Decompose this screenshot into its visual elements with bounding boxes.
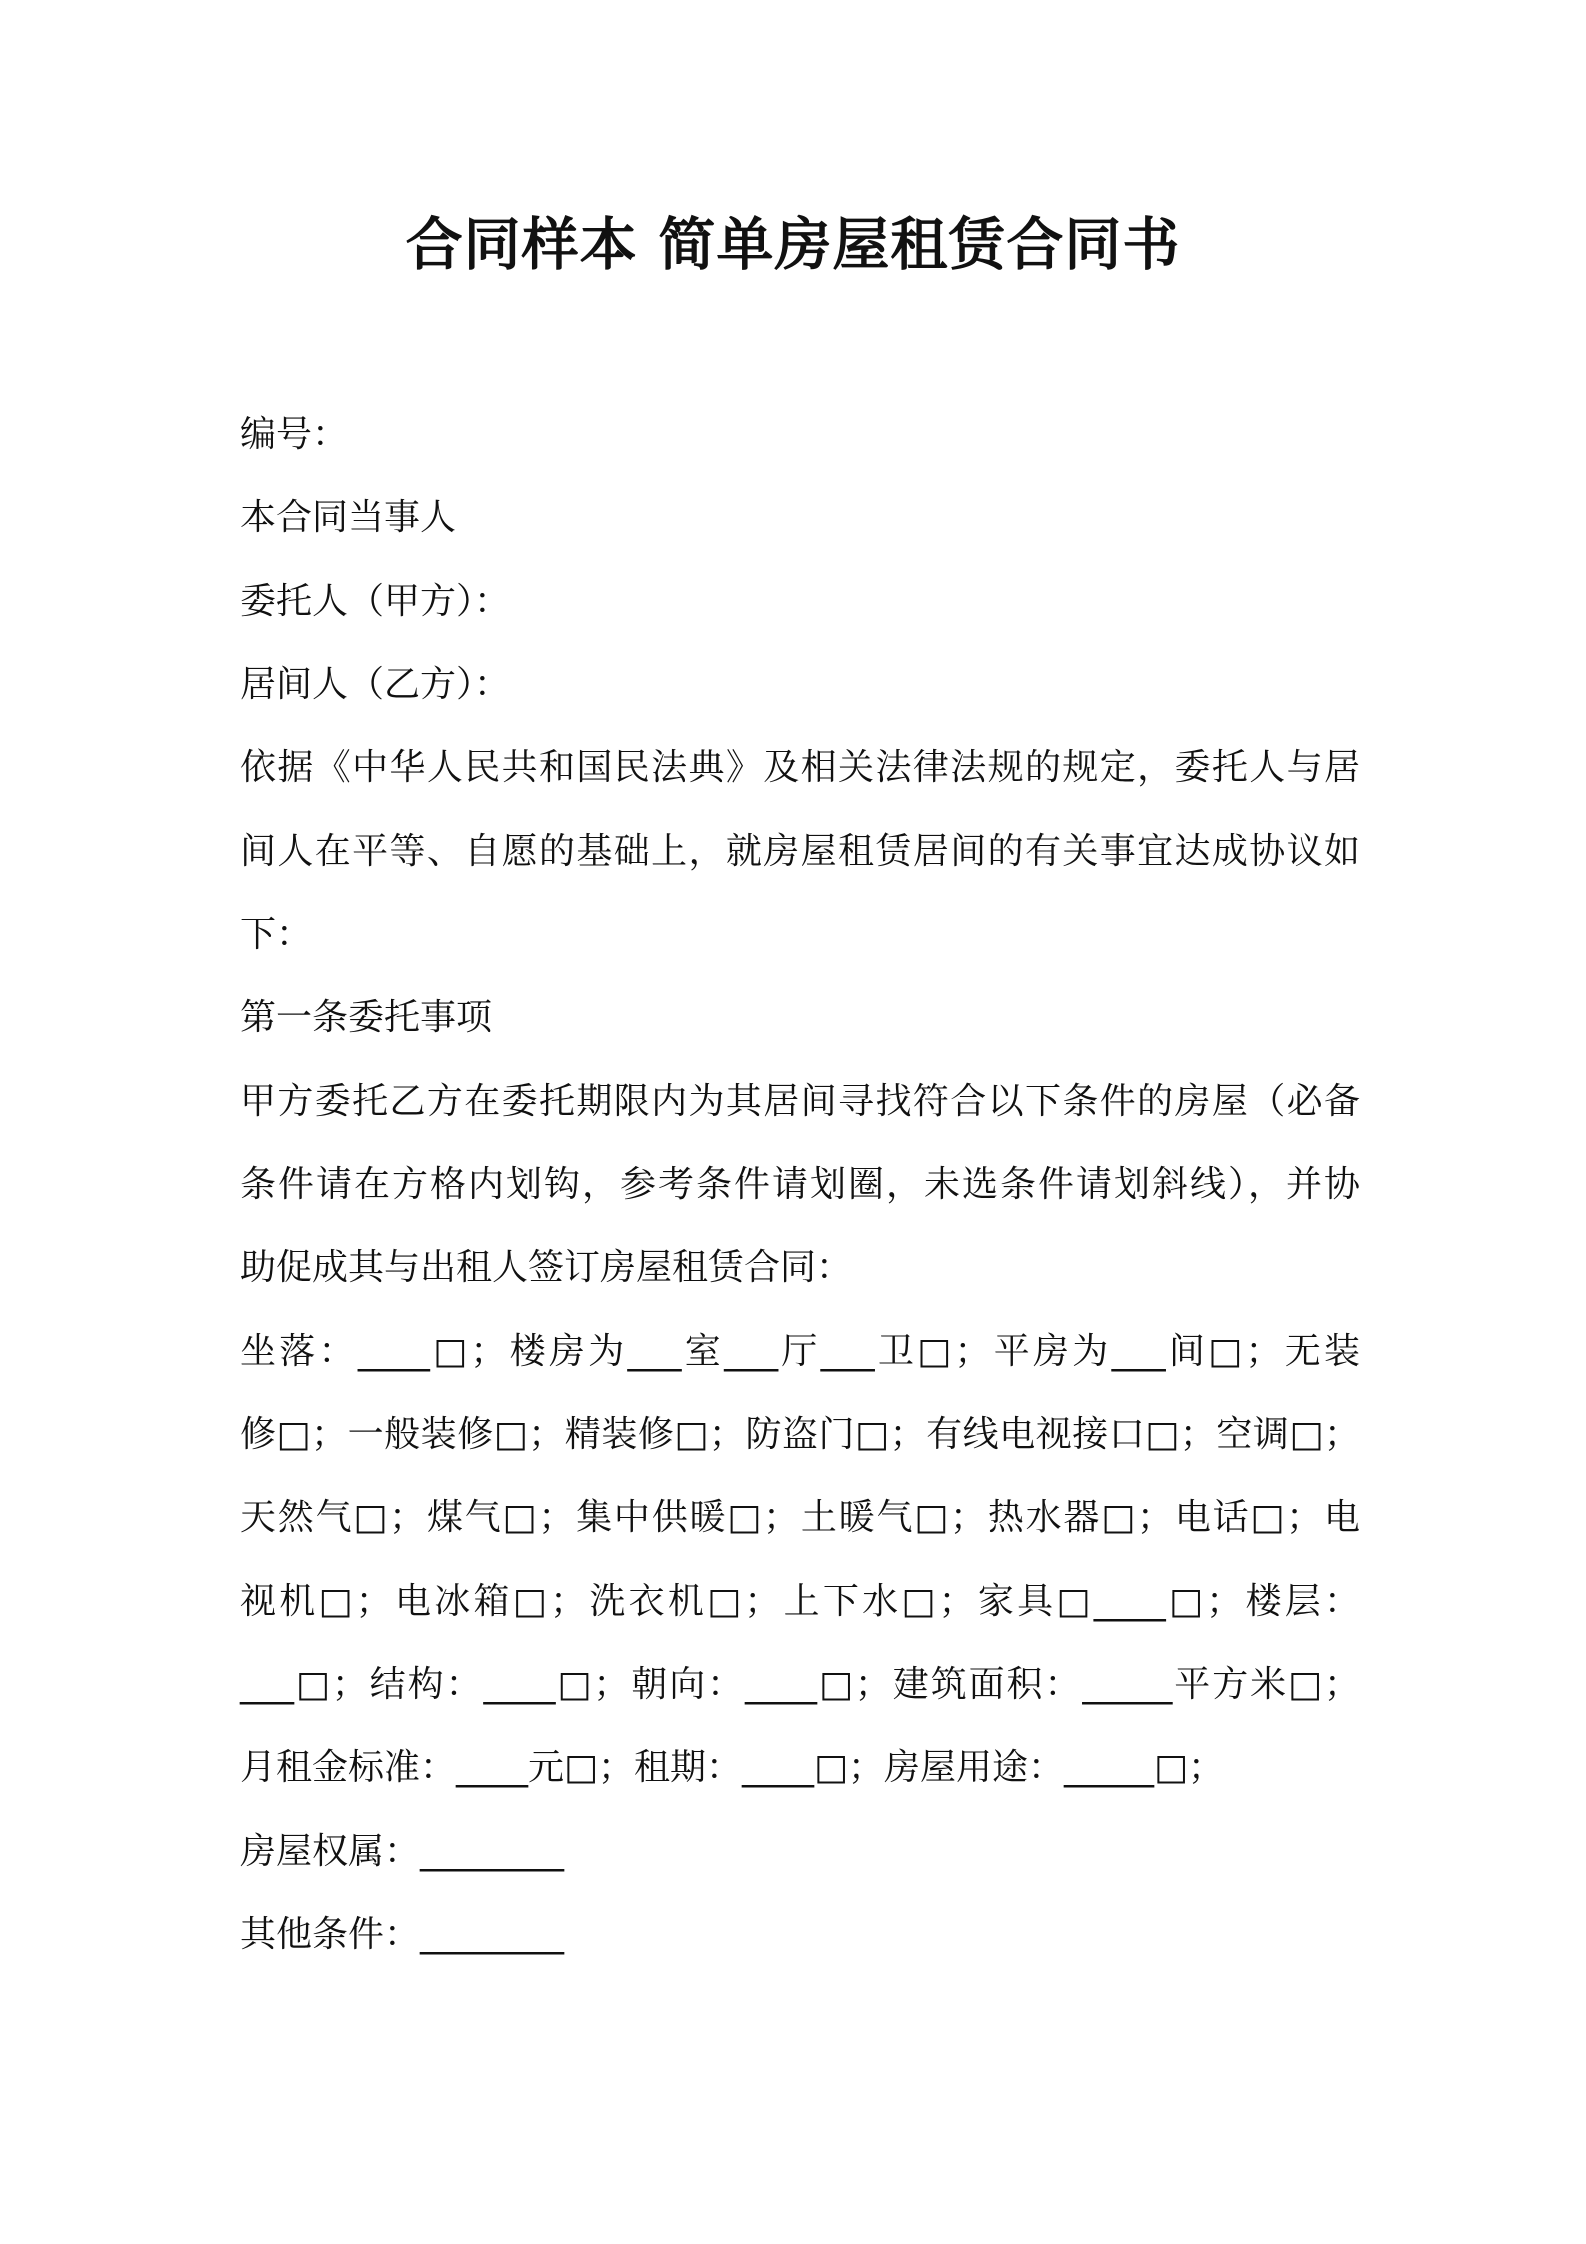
broker-party-b-line: 居间人（乙方）：	[240, 664, 511, 705]
conditions-line-4: 视机□；电冰箱□；洗衣机□；上下水□；家具□____□；楼层：	[240, 1581, 1360, 1622]
parties-heading: 本合同当事人	[240, 497, 457, 538]
preamble-line-3: 下：	[240, 914, 313, 955]
article-one-line-3: 助促成其与出租人签订房屋租赁合同：	[240, 1247, 853, 1288]
page-title: 合同样本 简单房屋租赁合同书	[405, 212, 1181, 278]
article-one-line-1: 甲方委托乙方在委托期限内为其居间寻找符合以下条件的房屋（必备	[240, 1081, 1360, 1122]
conditions-line-1: 坐落：____□；楼房为___室___厅___卫□；平房为___间□；无装	[240, 1331, 1360, 1372]
article-one-line-2: 条件请在方格内划钩，参考条件请划圈，未选条件请划斜线），并协	[240, 1164, 1360, 1205]
other-conditions-line: 其他条件：________	[240, 1914, 565, 1955]
conditions-line-6: 月租金标准：____元□；租期：____□；房屋用途：_____□；	[240, 1747, 1225, 1788]
client-party-a-line: 委托人（甲方）：	[240, 581, 511, 622]
conditions-line-3: 天然气□；煤气□；集中供暖□；土暖气□；热水器□；电话□；电	[240, 1497, 1360, 1538]
article-one-heading: 第一条委托事项	[240, 997, 493, 1038]
conditions-line-2: 修□；一般装修□；精装修□；防盗门□；有线电视接口□；空调□；	[240, 1414, 1360, 1455]
preamble-line-2: 间人在平等、自愿的基础上，就房屋租赁居间的有关事宜达成协议如	[240, 831, 1360, 872]
conditions-line-5: ___□；结构：____□；朝向：____□；建筑面积：_____平方米□；	[240, 1664, 1360, 1705]
ownership-line: 房屋权属：________	[240, 1831, 565, 1872]
contract-number-line: 编号：	[240, 414, 349, 455]
preamble-line-1: 依据《中华人民共和国民法典》及相关法律法规的规定，委托人与居	[240, 747, 1360, 788]
